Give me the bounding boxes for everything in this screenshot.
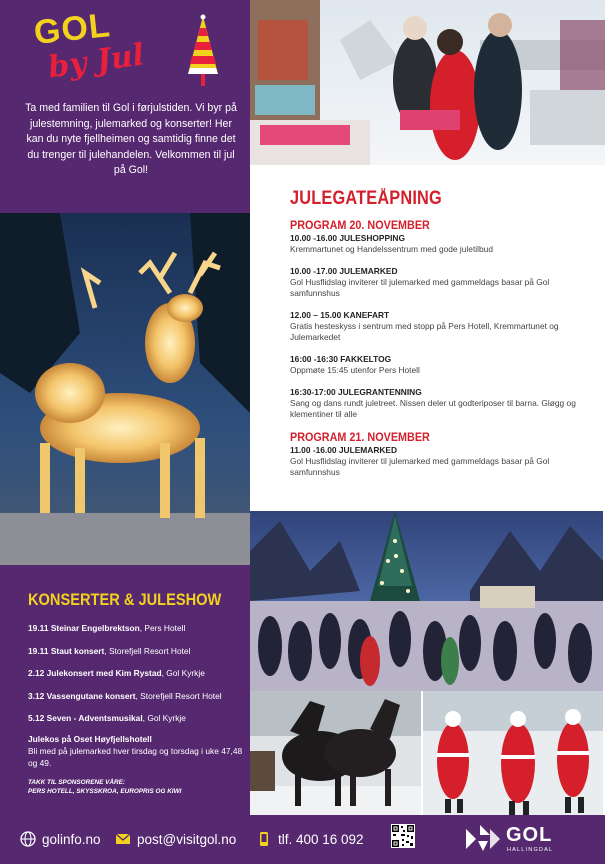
concert-name: 2.12 Julekonsert med Kim Rystad — [28, 668, 162, 678]
concert-name: 3.12 Vassengutane konsert — [28, 690, 136, 701]
concert-item — [28, 667, 248, 679]
sponsor-heading: TAKK TIL SPONSORENE VÅRE: — [28, 779, 126, 786]
reindeer-lights-photo — [0, 213, 250, 565]
event-item — [290, 386, 590, 421]
day-title: PROGRAM 21. NOVEMBER — [290, 429, 430, 444]
concert-name: 19.11 Steinar Engelbrektson — [28, 623, 140, 633]
concert-venue: , Storefjell Resort Hotel — [135, 690, 222, 701]
email-link[interactable] — [115, 827, 236, 851]
sponsor-text — [28, 779, 248, 796]
concert-extra-head: Julekos på Oset Høyfjellshotell — [28, 733, 152, 744]
christmas-tree-crowd-photo — [250, 511, 603, 691]
concert-name: 5.12 Seven - Adventsmusikal — [28, 713, 143, 723]
logo-by-jul-text: by Jul — [46, 37, 147, 86]
event-head: 11.00 -16.00 JULEMARKED — [290, 444, 398, 455]
website-link[interactable] — [20, 827, 101, 851]
christmas-market-photo — [250, 0, 605, 165]
gol-logo-icon — [462, 823, 502, 857]
event-head: 12.00 – 15.00 KANEFART — [290, 309, 390, 320]
santa-claus-photo — [423, 691, 603, 815]
horse-sleigh-photo — [250, 691, 421, 815]
intro-panel — [0, 0, 250, 213]
concerts-title: KONSERTER & JULESHOW — [28, 590, 222, 609]
event-text: Gratis hesteskyss i sentrum med stopp på Pers Hotell, Kremmartunet og Julemarkedet — [290, 320, 559, 343]
concert-item — [28, 645, 248, 657]
event-text: Gol Husflidslag inviterer til julemarked med gammeldags basar på Gol samfunnshus — [290, 276, 550, 299]
concert-venue: , Gol Kyrkje — [142, 713, 186, 723]
concert-venue: , Gol Kyrkje — [161, 668, 205, 678]
event-item — [290, 232, 590, 256]
event-head: 10.00 -17.00 JULEMARKED — [290, 265, 398, 276]
website-text: golinfo.no — [42, 831, 101, 847]
gol-logo-word: GOL — [506, 824, 553, 846]
event-text: Gol Husflidslag inviterer til julemarked med gammeldags basar på Gol samfunnshus — [290, 455, 550, 478]
concert-extra-text: Bli med på julemarked hver tirsdag og torsdag i uke 47,48 og 49. — [28, 745, 243, 768]
striped-tree-icon — [180, 14, 226, 88]
event-item — [290, 444, 590, 479]
gol-by-jul-logo — [30, 8, 200, 88]
concert-item — [28, 622, 248, 634]
day-title: PROGRAM 20. NOVEMBER — [290, 218, 430, 232]
gol-logo-sub: HALLINGDAL — [507, 847, 554, 853]
gol-hallingdal-logo — [462, 823, 572, 857]
event-item — [290, 309, 590, 344]
concerts-section — [28, 590, 248, 796]
event-head: 16:30-17:00 JULEGRANTENNING — [290, 386, 422, 397]
globe-icon — [20, 831, 36, 847]
concert-item — [28, 690, 248, 702]
phone-text: tlf. 400 16 092 — [278, 831, 364, 847]
concert-item — [28, 712, 248, 724]
concert-item — [28, 733, 248, 769]
intro-text: Ta med familien til Gol i førjulstiden. Vi byr på julestemning, julemarked og konserter! Her kan du nyte fjellheimen og samtidig finne det du trenger til julehandelen. Velkommen til jul på Gol! — [25, 102, 237, 177]
qr-code-icon[interactable] — [391, 824, 415, 848]
event-text: Oppmøte 15:45 utenfor Pers Hotell — [290, 364, 420, 375]
event-text: Sang og dans rundt juletreet. Nissen deler ut godteriposer til barna. Gløgg og klementiner til alle — [290, 397, 576, 420]
phone-icon — [256, 831, 272, 847]
phone-link[interactable] — [256, 827, 364, 851]
event-item — [290, 353, 590, 377]
program-title: JULEGATEÅPNING — [290, 188, 442, 209]
email-text: post@visitgol.no — [137, 831, 237, 847]
event-head: 16:00 -16:30 FAKKELTOG — [290, 353, 392, 364]
concert-venue: , Storefjell Resort Hotel — [104, 645, 191, 656]
concert-venue: , Pers Hotell — [139, 623, 186, 633]
program-section — [290, 188, 590, 488]
envelope-icon — [115, 831, 131, 847]
event-text: Kremmartunet og Handelssentrum med gode juletilbud — [290, 244, 493, 254]
event-item — [290, 265, 590, 300]
logo-gol-text: GOL — [32, 6, 113, 52]
event-head: 10.00 -16.00 JULESHOPPING — [290, 233, 405, 243]
sponsor-list: PERS HOTELL, SKYSSKROA, EUROPRIS OG KIWI — [28, 787, 182, 795]
concert-name: 19.11 Staut konsert — [28, 645, 105, 656]
